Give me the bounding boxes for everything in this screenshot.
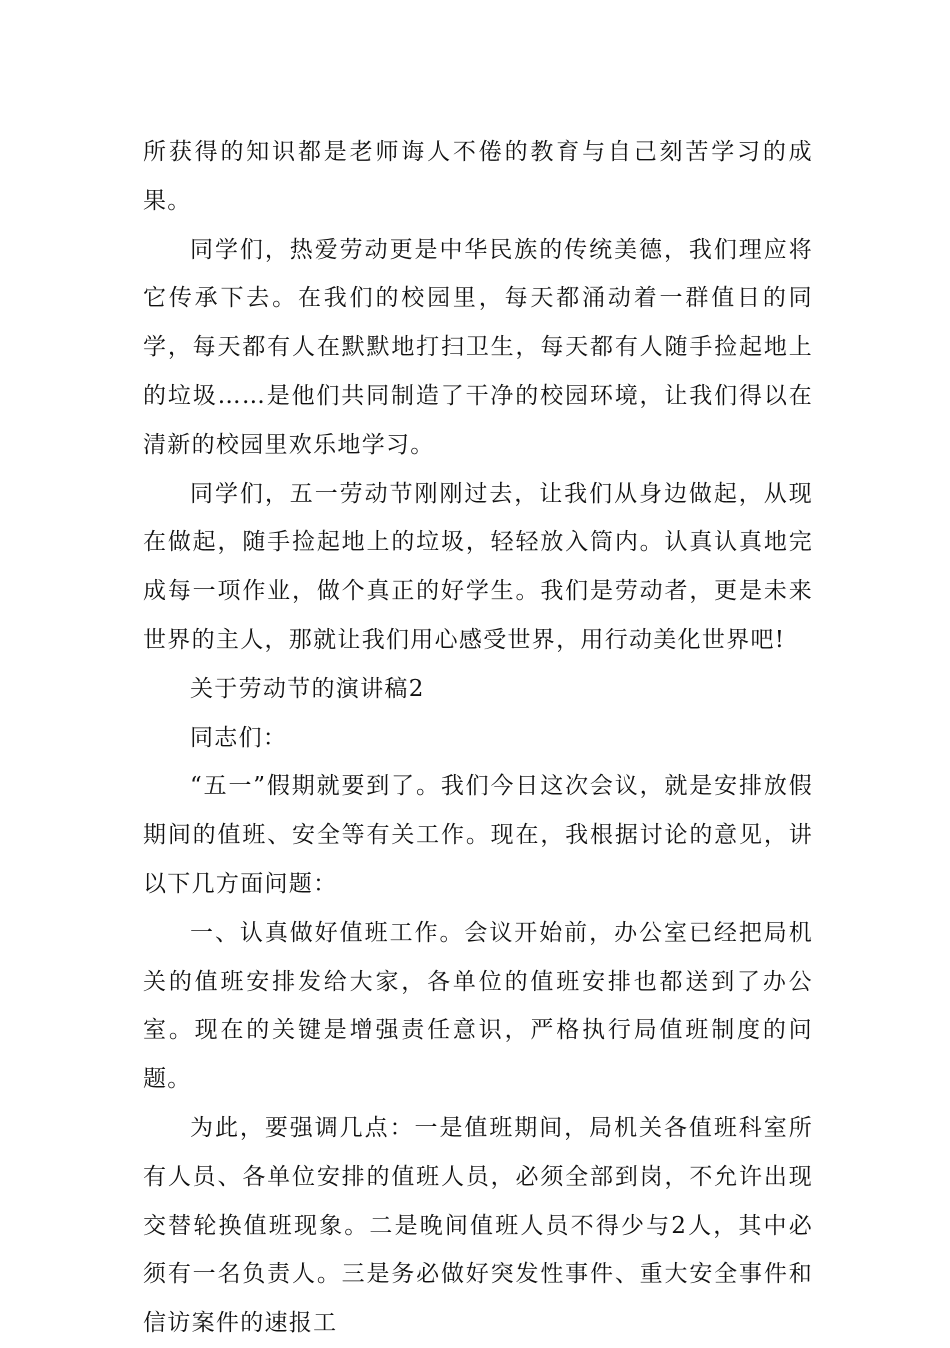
paragraph-labor-virtue: 同学们，热爱劳动更是中华民族的传统美德，我们理应将它传承下去。在我们的校园里，每天都涌动着一群值日的同学，每天都有人在默默地打扫卫生，每天都有人随手捡起地上的垃圾……是他们共同制造了干净的校园环境，让我们得以在清新的校园里欢乐地学习。 bbox=[143, 236, 813, 458]
paragraph-may-day: 同学们，五一劳动节刚刚过去，让我们从身边做起，从现在做起，随手捡起地上的垃圾，轻轻放入筒内。认真认真地完成每一项作业，做个真正的好学生。我们是劳动者，更是未来世界的主人，那就让我们用心感受世界，用行动美化世界吧! bbox=[143, 480, 813, 653]
paragraph-continuation: 所获得的知识都是老师诲人不倦的教育与自己刻苦学习的成果。 bbox=[143, 139, 813, 214]
paragraph-salutation: 同志们： bbox=[190, 724, 288, 751]
section-heading: 关于劳动节的演讲稿2 bbox=[190, 675, 425, 702]
paragraph-holiday-intro: “五一”假期就要到了。我们今日这次会议，就是安排放假期间的值班、安全等有关工作。现在，我根据讨论的意见，讲以下几方面问题： bbox=[143, 773, 813, 897]
document-body bbox=[143, 128, 813, 1348]
paragraph-duty-work: 一、认真做好值班工作。会议开始前，办公室已经把局机关的值班安排发给大家，各单位的值班安排也都送到了办公室。现在的关键是增强责任意识，严格执行局值班制度的问题。 bbox=[143, 919, 813, 1093]
paragraph-duty-points: 为此，要强调几点：一是值班期间，局机关各值班科室所有人员、各单位安排的值班人员，必须全部到岗，不允许出现交替轮换值班现象。二是晚间值班人员不得少与2人，其中必须有一名负责人。三是务必做好突发性事件、重大安全事件和信访案件的速报工 bbox=[143, 1114, 813, 1337]
